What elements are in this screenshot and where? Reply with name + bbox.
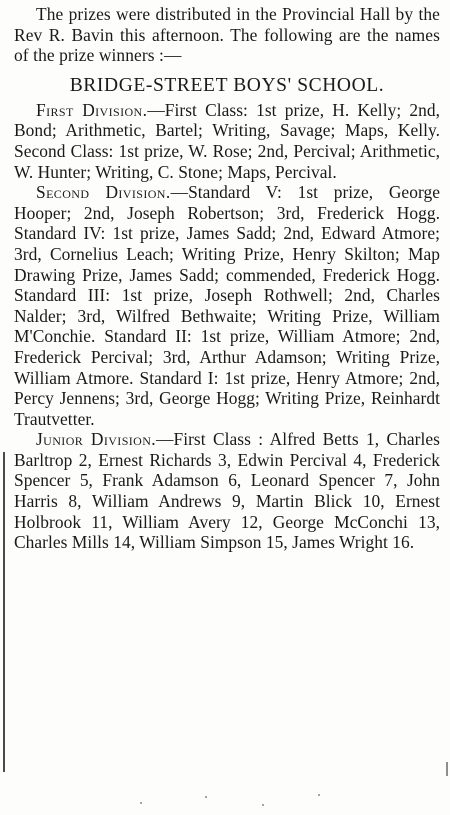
speck bbox=[205, 796, 207, 798]
intro-paragraph: The prizes were distributed in the Provincial Hall by the Rev R. Bavin this afternoon. The following are the names of the prize winners :— bbox=[14, 4, 440, 66]
first-division-paragraph bbox=[14, 100, 440, 182]
first-division-text: —First Class: 1st prize, H. Kelly; 2nd, Bond; Arithmetic, Bartel; Writing, Savage; Maps, Kelly. Second Class: 1st prize, W. Rose; 2nd, Percival; Arithmetic, W. Hunter; Writing, C. Stone; Maps, Percival. bbox=[14, 99, 440, 182]
column-rule-right bbox=[446, 762, 448, 776]
junior-division-paragraph bbox=[14, 429, 440, 553]
second-division-text: —Standard V: 1st prize, George Hooper; 2nd, Joseph Robertson; 3rd, Frederick Hogg. Standard IV: 1st prize, James Sadd; 2nd, Edward Atmore; 3rd, Cornelius Leach; Writing Prize, Henry Skilton; Map Drawing Prize, James Sadd; commended, Frederick Hogg. Standard III: 1st prize, Joseph Rothwell; 2nd, Charles Nalder; 3rd, Wilfred Bethwaite; Writing Prize, William M'Conchie. Standard II: 1st prize, William Atmore; 2nd, Frederick Percival; 3rd, Arthur Adamson; Writing Prize, William Atmore. Standard I: 1st prize, Henry Atmore; 2nd, Percy Jennens; 3rd, George Hogg; Writing Prize, Reinhardt Trautvetter. bbox=[14, 182, 440, 429]
article-column bbox=[14, 4, 440, 553]
scan-specks bbox=[0, 790, 450, 815]
speck bbox=[318, 794, 320, 796]
second-division-paragraph bbox=[14, 182, 440, 429]
school-heading: BRIDGE-STREET BOYS' SCHOOL. bbox=[69, 74, 385, 96]
speck bbox=[262, 804, 264, 806]
second-division-name: Second Division. bbox=[36, 182, 171, 203]
junior-division-name: Junior Division. bbox=[36, 429, 157, 450]
speck bbox=[140, 802, 142, 804]
junior-division-text: —First Class : Alfred Betts 1, Charles Barltrop 2, Ernest Richards 3, Edwin Percival 4, Frederick Spencer 5, Frank Adamson 6, Leonard Spencer 7, John Harris 8, William Andrews 9, Martin Blick 10, Ernest Holbrook 11, William Avery 12, George McConchi 13, Charles Mills 14, William Simpson 15, James Wright 16. bbox=[14, 429, 440, 553]
first-division-name: First Division. bbox=[36, 99, 148, 120]
column-rule-left bbox=[3, 452, 5, 772]
